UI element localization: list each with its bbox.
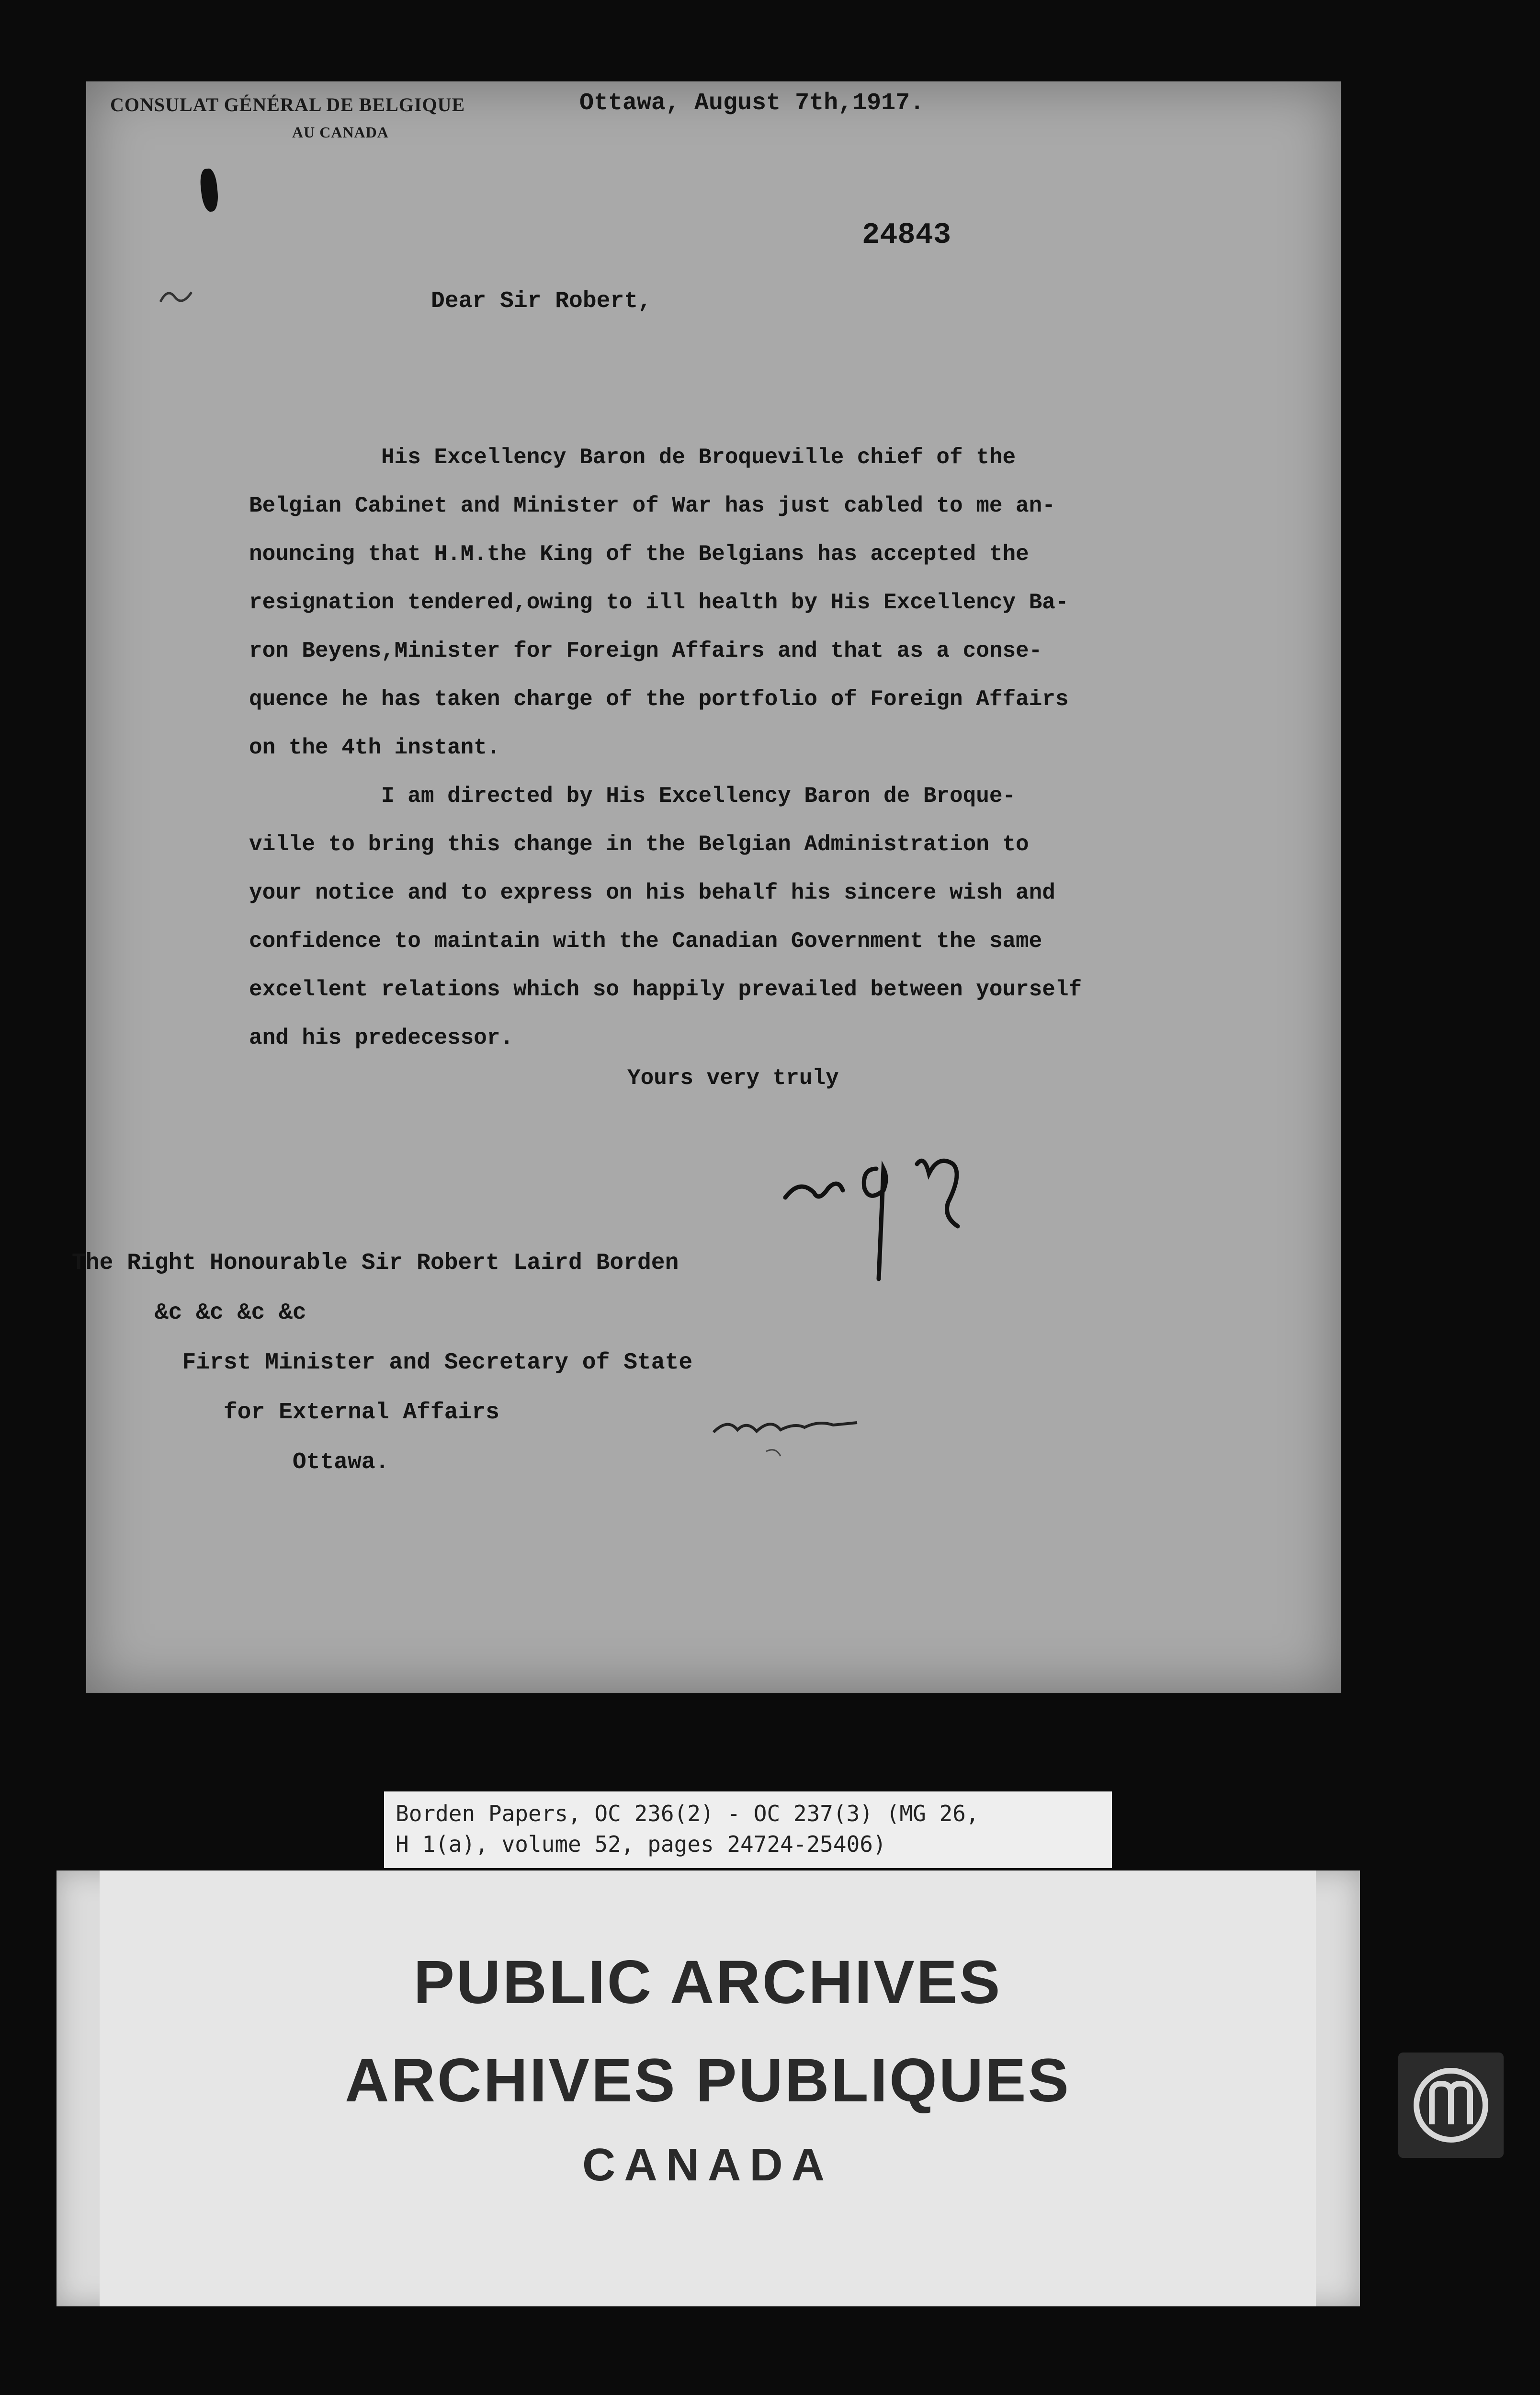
letter-date: Ottawa, August 7th,1917. xyxy=(579,90,925,117)
archives-card-face xyxy=(100,1870,1316,2306)
archives-title-english: PUBLIC ARCHIVES xyxy=(413,1948,1002,2017)
letterhead-country: AU CANADA xyxy=(292,124,389,141)
document-number: 24843 xyxy=(862,218,951,252)
scribble-mark-icon xyxy=(709,1403,862,1461)
archives-title-french: ARCHIVES PUBLIQUES xyxy=(345,2046,1071,2115)
archives-card xyxy=(57,1870,1360,2306)
reference-label: Borden Papers, OC 236(2) - OC 237(3) (MG 26, H 1(a), volume 52, pages 24724-25406) xyxy=(384,1791,1112,1868)
salutation: Dear Sir Robert, xyxy=(431,288,652,314)
letter-closing: Yours very truly xyxy=(627,1066,839,1091)
archives-country: CANADA xyxy=(582,2139,833,2190)
pencil-mark-icon xyxy=(158,283,196,307)
letter-body: His Excellency Baron de Broqueville chief of the Belgian Cabinet and Minister of War has just cabled to me an- nouncing that H.M.the King of the Belgians has accepted the resignation tendered,owing to ill health by His Excellency Ba- ron Beyens,Minister for Foreign Affairs and that as a conse- quence he has taken charge of the portfolio of Foreign Affairs on the 4th instant. I am directed by His Excellency Baron de Broque- ville to bring this change in the Belgian Administration to your notice and to express on his behalf his sincere wish and confidence to maintain with the Canadian Government the same excellent relations which so happily prevailed between yourself and his predecessor. xyxy=(249,445,1082,1050)
recipient-address: The Right Honourable Sir Robert Laird Borden &c &c &c &c First Minister and Secretary of State for External Affairs Ottawa. xyxy=(72,1250,693,1475)
archives-canada-logo-icon xyxy=(1398,2053,1504,2158)
letterhead-consulate: CONSULAT GÉNÉRAL DE BELGIQUE xyxy=(110,94,465,115)
signature-icon xyxy=(781,1135,1010,1308)
